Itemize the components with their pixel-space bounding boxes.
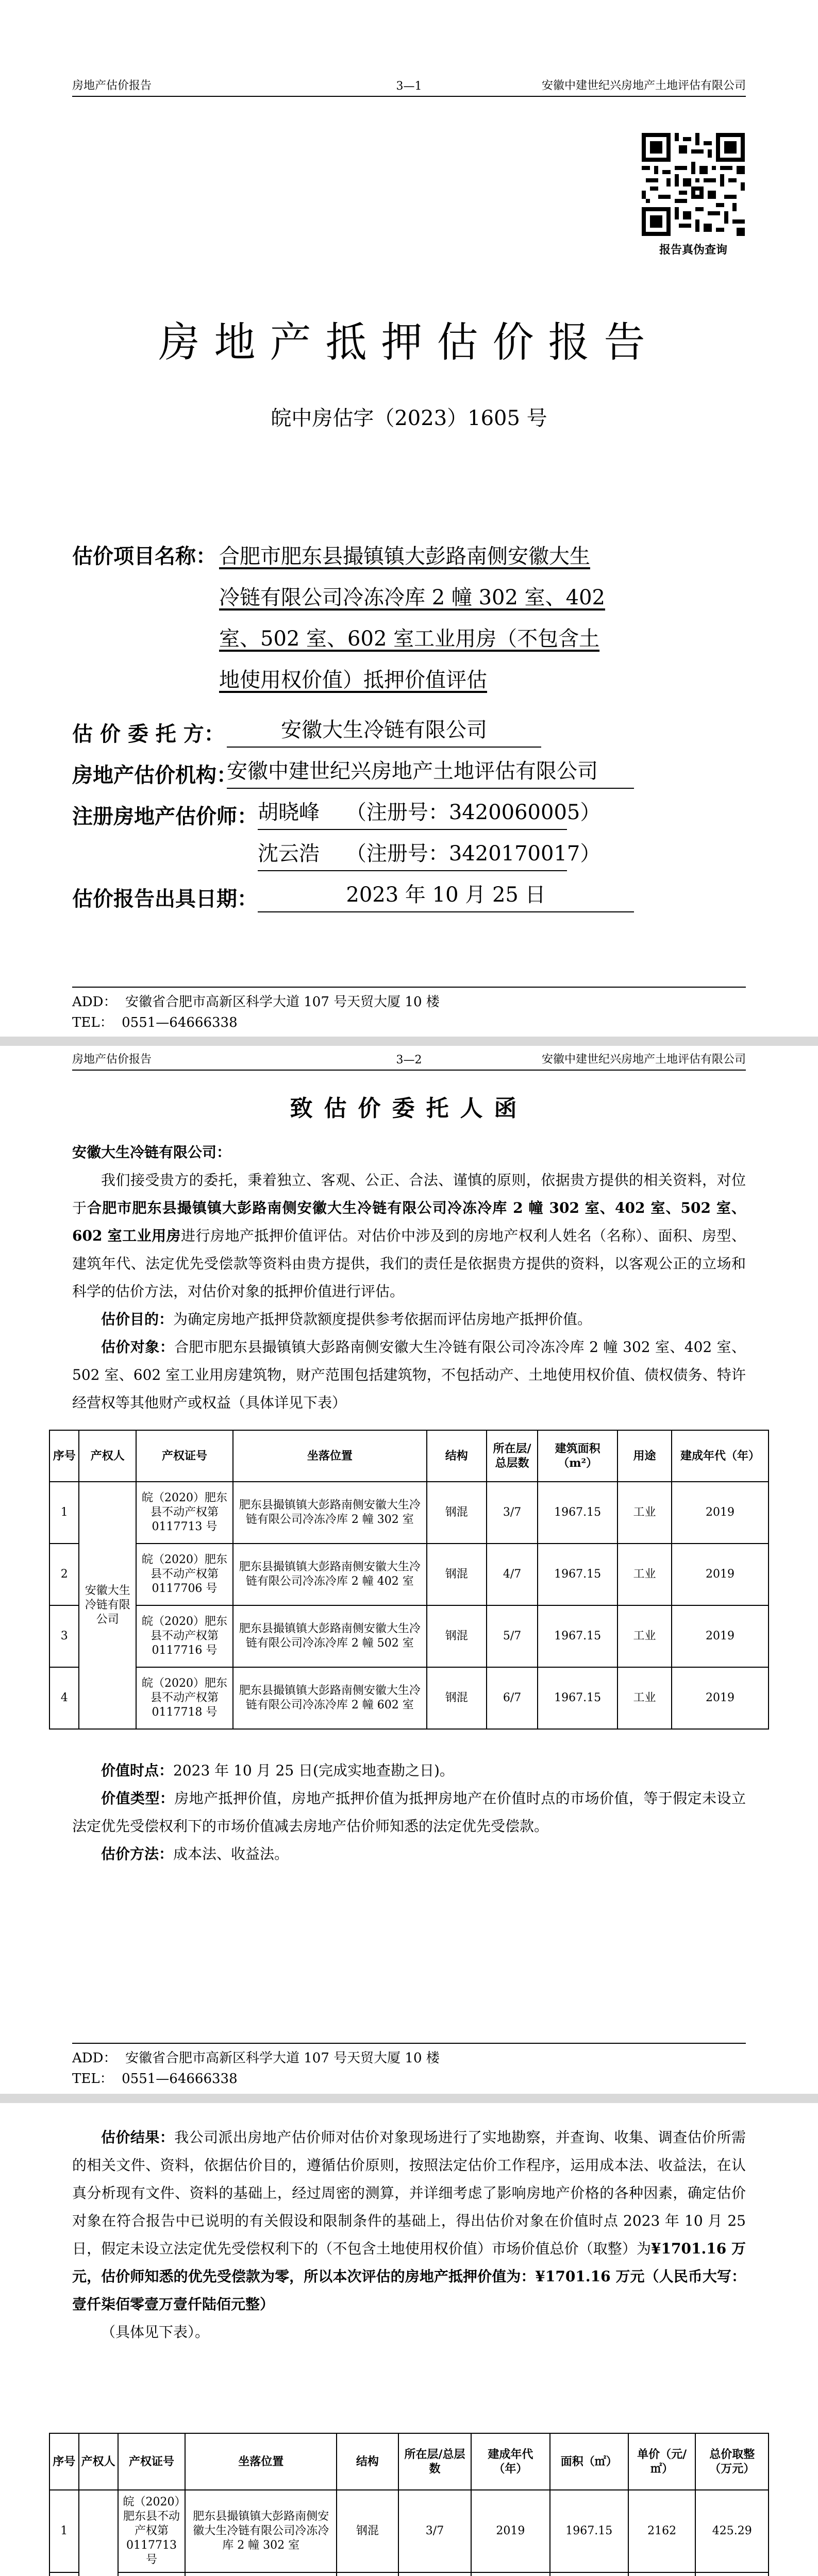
cell-no: 1 — [49, 1482, 79, 1544]
cell-use: 工业 — [617, 1482, 672, 1544]
p1-part-c: 进行房地产抵押价值评估。对估价中涉及到的房地产权利人姓名（名称）、面积、房型、建筑年代、法定优先受偿款等资料由贵方提供，我们的责任是依据贵方提供的资料，以客观公正的立场和科学的估价方法，对估价对象的抵押价值进行评估。 — [72, 1227, 746, 1300]
project-line: 室、502 室、602 室工业用房（不包含土 — [219, 627, 600, 651]
table-row — [49, 2572, 769, 2576]
cell-structure: 钢混 — [427, 1482, 487, 1544]
footer-address: ADD： 安徽省合肥市高新区科学大道 107 号天贸大厦 10 楼 — [72, 994, 440, 1010]
cell-area: 1967.15 — [538, 1482, 617, 1544]
cell-year: 2019 — [672, 1667, 769, 1729]
addressee: 安徽大生冷链有限公司： — [72, 1144, 231, 1161]
purpose-paragraph — [72, 1306, 746, 1333]
cell-year: 2019 — [471, 2490, 549, 2572]
project-line: 合肥市肥东县撮镇镇大彭路南侧安徽大生 — [219, 545, 590, 568]
col-header: 坐落位置 — [233, 1430, 427, 1482]
header-right: 安徽中建世纪兴房地产土地评估有限公司 — [541, 1053, 746, 1066]
purpose-text: 为确定房地产抵押贷款额度提供参考依据而评估房地产抵押价值。 — [173, 1311, 592, 1328]
cell-no: 2 — [49, 1544, 79, 1605]
appraiser-label: 注册房地产估价师： — [72, 804, 258, 828]
p1-part-a: 我们接受贵方的委托，秉着独立、客观、公正、合法、谨慎的原则，依据贵方提供的相关资料，对位于 — [72, 1172, 746, 1216]
cell-cert: 皖（2020）肥东县不动产权第 0117718 号 — [136, 1667, 233, 1729]
cell-year: 2019 — [672, 1605, 769, 1667]
cell-no — [49, 2572, 79, 2576]
project-label: 估价项目名称： — [72, 544, 216, 568]
letter-body — [72, 1139, 746, 1417]
purpose-label: 估价目的： — [101, 1311, 174, 1328]
page-header — [72, 1051, 746, 1071]
col-header: 结构 — [427, 1430, 487, 1482]
col-header: 结构 — [337, 2433, 398, 2490]
cell-use: 工业 — [617, 1544, 672, 1605]
col-header: 单价（元/㎡） — [628, 2433, 696, 2490]
result-text: 我公司派出房地产估价师对估价对象现场进行了实地勘察，并查询、收集、调查估价所需的相关文件、资料，依据估价目的，遵循估价原则，按照法定估价工作程序，运用成本法、收益法，在认真分析现有文件、资料的基础上，经过周密的测算，并详细考虑了影响房地产价格的各种因素，确定估价对象在符合报告中已说明的有关假设和限制条件的基础上，得出估价对象在价值时点 2023 年 10 月 25 日，假定未设立法定优先受偿权利下的（不包含土地使用权价值）市场价值总价（取整）为 — [72, 2129, 746, 2257]
table-row — [49, 1482, 769, 1544]
cell-owner: 安徽大生冷链有限公司 — [79, 1482, 136, 1729]
cell-floor: 5/7 — [487, 1605, 538, 1667]
page-cover — [0, 0, 818, 1037]
result-paragraph — [72, 2124, 746, 2318]
table-row — [49, 1667, 769, 1729]
col-header: 产权证号 — [136, 1430, 233, 1482]
cell-structure: 钢混 — [427, 1667, 487, 1729]
cell-year: 2019 — [672, 1482, 769, 1544]
result-value: ¥1701.16 万元，估价师知悉的优先受偿款为零，所以本次评估的房地产抵押价值为：¥1701.16 万元（人民币大写：壹仟柒佰零壹万壹仟陆佰元整） — [72, 2240, 746, 2313]
document-number: 皖中房估字（2023）1605 号 — [271, 406, 547, 430]
header-right: 安徽中建世纪兴房地产土地评估有限公司 — [541, 79, 746, 92]
report-date: 2023 年 10 月 25 日 — [258, 878, 634, 912]
method-text: 成本法、收益法。 — [173, 1845, 289, 1862]
vdate-paragraph — [72, 1757, 746, 1785]
cell-structure — [337, 2572, 398, 2576]
vtype-text: 房地产抵押价值，房地产抵押价值为抵押房地产在价值时点的市场价值，等于假定未设立法定优先受偿权利下的市场价值减去房地产估价师知悉的法定优先受偿款。 — [72, 1790, 746, 1835]
property-table — [49, 1430, 769, 1730]
cell-owner — [79, 2490, 118, 2576]
cell-location: 肥东县撮镇镇大彭路南侧安徽大生冷链有限公司冷冻冷库 2 幢 502 室 — [233, 1605, 427, 1667]
vdate-text: 2023 年 10 月 25 日(完成实地查勘之日)。 — [173, 1762, 454, 1779]
table-header-row — [49, 2433, 769, 2490]
agency-label: 房地产估价机构： — [72, 763, 237, 787]
p1-part-b: 合肥市肥东县撮镇镇大彭路南侧安徽大生冷链有限公司冷冻冷库 2 幢 302 室、402 室、502 室、602 室工业用房 — [72, 1199, 746, 1244]
valuation-table — [49, 2433, 769, 2576]
col-header: 所在层/总层数 — [487, 1430, 538, 1482]
cell-use: 工业 — [617, 1605, 672, 1667]
header-page-number: 3—1 — [396, 80, 422, 93]
project-name — [219, 536, 727, 701]
col-header: 用途 — [617, 1430, 672, 1482]
letter-body-2 — [72, 1757, 746, 1868]
cell-floor: 4/7 — [487, 1544, 538, 1605]
cell-no: 3 — [49, 1605, 79, 1667]
cell-price — [628, 2572, 696, 2576]
object-label: 估价对象： — [101, 1338, 175, 1355]
cell-area — [550, 2572, 628, 2576]
method-label: 估价方法： — [101, 1845, 174, 1862]
result-body — [72, 2124, 746, 2346]
cell-location: 肥东县撮镇镇大彭路南侧安徽大生冷链有限公司冷冻冷库 2 幢 402 室 — [233, 1544, 427, 1605]
cell-floor: 6/7 — [487, 1667, 538, 1729]
col-header: 总价取整（万元） — [695, 2433, 769, 2490]
appraiser-1: 胡晓峰 （注册号：3420060005） — [258, 796, 567, 830]
cell-location: 肥东县撮镇镇大彭路南侧安徽大生冷链有限公司冷冻冷库 2 幢 302 室 — [233, 1482, 427, 1544]
page-header — [72, 77, 746, 97]
cell-year — [471, 2572, 549, 2576]
cell-area: 1967.15 — [550, 2490, 628, 2572]
cell-cert: 皖（2020）肥东县不动产权第 0117716 号 — [136, 1605, 233, 1667]
page-footer — [72, 987, 746, 1033]
header-left: 房地产估价报告 — [72, 79, 152, 92]
col-header: 建成年代（年） — [471, 2433, 549, 2490]
col-header: 产权人 — [79, 1430, 136, 1482]
vtype-paragraph — [72, 1785, 746, 1840]
cell-location: 肥东县撮镇镇大彭路南侧安徽大生冷链有限公司冷冻冷库 2 幢 602 室 — [233, 1667, 427, 1729]
cell-use: 工业 — [617, 1667, 672, 1729]
page-footer — [72, 2043, 746, 2089]
vtype-label: 价值类型： — [101, 1790, 175, 1807]
col-header: 面积（㎡） — [550, 2433, 628, 2490]
vdate-label: 价值时点： — [101, 1762, 174, 1779]
cell-location — [185, 2572, 337, 2576]
page-result — [0, 2103, 818, 2576]
cell-area: 1967.15 — [538, 1544, 617, 1605]
col-header: 产权人 — [79, 2433, 118, 2490]
header-page-number: 3—2 — [396, 1054, 422, 1066]
cell-area: 1967.15 — [538, 1605, 617, 1667]
table-header-row — [49, 1430, 769, 1482]
cell-cert: 皖（2020）肥东县不动产权第 0117713 号 — [118, 2490, 186, 2572]
project-line: 地使用权价值）抵押价值评估 — [219, 668, 487, 692]
col-header: 序号 — [49, 2433, 79, 2490]
report-title: 房地产抵押估价报告 — [158, 318, 660, 366]
cell-structure: 钢混 — [337, 2490, 398, 2572]
object-text: 合肥市肥东县撮镇镇大彭路南侧安徽大生冷链有限公司冷冻冷库 2 幢 302 室、402 室、502 室、602 室工业用房建筑物，财产范围包括建筑物，不包括动产、土地使用权价值、债权债务、特许经营权等其他财产或权益（具体详见下表） — [72, 1338, 746, 1411]
table-row — [49, 1605, 769, 1667]
footer-tel: TEL： 0551—64666338 — [72, 1015, 238, 1030]
cell-floor — [398, 2572, 471, 2576]
cell-structure: 钢混 — [427, 1605, 487, 1667]
cell-floor: 3/7 — [398, 2490, 471, 2572]
cell-total: 425.29 — [695, 2490, 769, 2572]
result-label: 估价结果： — [101, 2129, 175, 2146]
cell-floor: 3/7 — [487, 1482, 538, 1544]
col-header: 所在层/总层数 — [398, 2433, 471, 2490]
col-header: 序号 — [49, 1430, 79, 1482]
col-header: 产权证号 — [118, 2433, 186, 2490]
cell-location: 肥东县撮镇镇大彭路南侧安徽大生冷链有限公司冷冻冷库 2 幢 302 室 — [185, 2490, 337, 2572]
table-row — [49, 2490, 769, 2572]
appraiser-2: 沈云浩 （注册号：3420170017） — [258, 837, 567, 871]
cell-total — [695, 2572, 769, 2576]
method-paragraph — [72, 1840, 746, 1868]
client-name: 安徽大生冷链有限公司 — [227, 714, 541, 748]
header-left: 房地产估价报告 — [72, 1053, 152, 1066]
project-line: 冷链有限公司冷冻冷库 2 幢 302 室、402 — [219, 586, 606, 609]
cell-area: 1967.15 — [538, 1667, 617, 1729]
footer-tel: TEL： 0551—64666338 — [72, 2071, 238, 2087]
letter-paragraph-1 — [72, 1166, 746, 1306]
date-label: 估价报告出具日期： — [72, 887, 258, 911]
page-letter — [0, 1046, 818, 2094]
cell-cert: 皖（2020）肥东县不动产权第 0117713 号 — [136, 1482, 233, 1544]
table-note: （具体见下表）。 — [101, 2324, 210, 2341]
letter-title: 致估价委托人函 — [290, 1095, 528, 1122]
cell-price: 2162 — [628, 2490, 696, 2572]
cell-year: 2019 — [672, 1544, 769, 1605]
cell-cert — [118, 2572, 186, 2576]
object-paragraph — [72, 1333, 746, 1417]
client-label: 估 价 委 托 方： — [72, 722, 225, 746]
col-header: 坐落位置 — [185, 2433, 337, 2490]
qr-code-icon[interactable] — [642, 133, 745, 236]
cell-no: 4 — [49, 1667, 79, 1729]
table-row — [49, 1544, 769, 1605]
cell-structure: 钢混 — [427, 1544, 487, 1605]
qr-caption: 报告真伪查询 — [659, 243, 727, 257]
col-header: 建筑面积（m²） — [538, 1430, 617, 1482]
cell-no: 1 — [49, 2490, 79, 2572]
col-header: 建成年代（年） — [672, 1430, 769, 1482]
cell-cert: 皖（2020）肥东县不动产权第 0117706 号 — [136, 1544, 233, 1605]
agency-name: 安徽中建世纪兴房地产土地评估有限公司 — [227, 755, 634, 789]
footer-address: ADD： 安徽省合肥市高新区科学大道 107 号天贸大厦 10 楼 — [72, 2050, 440, 2066]
